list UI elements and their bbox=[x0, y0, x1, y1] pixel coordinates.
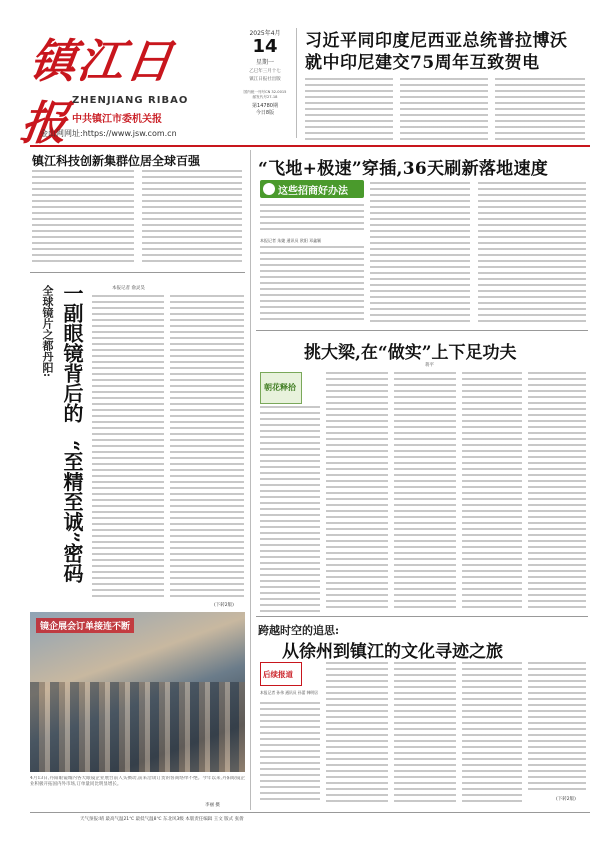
story5-title: 从徐州到镇江的文化寻迹之旅 bbox=[282, 642, 503, 662]
story4-body-col2 bbox=[326, 372, 388, 612]
top-body-col2 bbox=[400, 78, 488, 140]
story3-title-b: “至精至诚”密码 bbox=[60, 440, 84, 584]
date-weekday: 星期一 bbox=[255, 59, 274, 66]
story5-body-col2 bbox=[326, 662, 388, 802]
story2-body-col2 bbox=[370, 182, 470, 324]
story2-body-col3 bbox=[478, 182, 586, 324]
top-headline-line2: 就中印尼建交75周年互致贺电 bbox=[305, 53, 540, 73]
story4-body-col1 bbox=[260, 406, 320, 612]
issue-block bbox=[240, 90, 290, 116]
date-lunar: 乙巳年三月十七 bbox=[249, 69, 281, 74]
top-body-col3 bbox=[495, 78, 585, 140]
story3-title-a: 一副眼镜背后的 bbox=[60, 283, 84, 423]
story5-body-col1 bbox=[260, 702, 320, 802]
date-block bbox=[240, 28, 290, 82]
banner-icon bbox=[263, 183, 275, 195]
story5-column-badge bbox=[260, 662, 302, 686]
story5-body-col4 bbox=[462, 662, 522, 802]
story5-body-col3 bbox=[394, 662, 456, 802]
story3-body-col1 bbox=[92, 295, 164, 600]
story4-author: 蒋平 bbox=[425, 363, 434, 368]
news-photo bbox=[30, 612, 245, 772]
photo-overlay-title: 镜企展会订单接连不断 bbox=[36, 618, 134, 633]
story5-body-col5 bbox=[528, 662, 586, 794]
story3-body-col2 bbox=[170, 295, 244, 600]
story5-byline: 本报记者 孙伟 通讯员 孙蕾 韩明居 bbox=[260, 690, 318, 695]
top-headline bbox=[305, 30, 585, 74]
masthead-pinyin: ZHENJIANG RIBAO bbox=[72, 95, 189, 106]
story2-banner-text: 这些招商好办法 bbox=[278, 186, 348, 197]
story4-column-badge bbox=[260, 372, 302, 404]
story1-body-col1 bbox=[32, 170, 134, 266]
issue-number: 第14780期 bbox=[252, 103, 278, 109]
date-year-month: 2025年4月 bbox=[249, 30, 281, 37]
story4-body-col5 bbox=[528, 372, 586, 612]
date-edition: 镇江日报社出版 bbox=[249, 77, 281, 82]
photo-caption: 4月13日,丹阳眼镜城内各大眼镜企业展台前人头攒动,前来洽谈订货的客商络绎不绝。今年以来,丹阳眼镜企业积极开拓国内外市场,订单量同比明显增长。 bbox=[30, 776, 245, 787]
top-headline-line1: 习近平同印度尼西亚总统普拉博沃 bbox=[305, 31, 568, 51]
story5-continue-note: (下转2版) bbox=[556, 797, 576, 802]
story5-kicker: 跨越时空的追思: bbox=[258, 624, 340, 637]
issue-cn: 国内统一刊号CN 32-0015 bbox=[243, 90, 287, 94]
masthead-logo: 镇江日报 bbox=[17, 34, 178, 150]
date-day: 14 bbox=[252, 36, 278, 57]
story1-title: 镇江科技创新集群位居全球百强 bbox=[32, 154, 201, 168]
story4-body-col4 bbox=[462, 372, 522, 612]
issue-postal: 邮发代号27-18 bbox=[252, 95, 278, 99]
story4-title: 挑大梁,在“做实”上下足功夫 bbox=[304, 343, 517, 363]
story2-banner bbox=[260, 180, 364, 198]
story2-title: “飞地+极速”穿插,36天刷新落地速度 bbox=[258, 159, 549, 179]
story3-kicker: 全球镜片之都丹阳: bbox=[41, 285, 54, 378]
photo-credit: 李丽 摄 bbox=[205, 803, 220, 808]
story4-column-label: 朝花释拾 bbox=[264, 383, 296, 392]
masthead-website: 金山网网址:https://www.jsw.com.cn bbox=[40, 129, 177, 138]
story2-lead bbox=[260, 204, 364, 234]
footer-info: 天气预报:晴 最高气温21℃ 最低气温8℃ 东北风3级 本版责任编辑 王文 版式 张倩 bbox=[80, 817, 244, 822]
story1-body-col2 bbox=[142, 170, 242, 266]
story4-body-col3 bbox=[394, 372, 456, 612]
story3-byline: 本报记者 俞灵昊 bbox=[112, 286, 145, 291]
story3-continue-note: (下转2版) bbox=[214, 603, 234, 608]
masthead-publisher: 中共镇江市委机关报 bbox=[72, 114, 162, 125]
photo-crowd bbox=[30, 682, 245, 772]
issue-pages: 今日8版 bbox=[255, 110, 275, 116]
story5-column-label: 后续报道 bbox=[263, 670, 293, 679]
top-body-col1 bbox=[305, 78, 393, 140]
story2-byline: 本报记者 朱婕 通讯员 欧阳 邓鑫颖 bbox=[260, 238, 322, 243]
story2-body-col1 bbox=[260, 246, 364, 324]
